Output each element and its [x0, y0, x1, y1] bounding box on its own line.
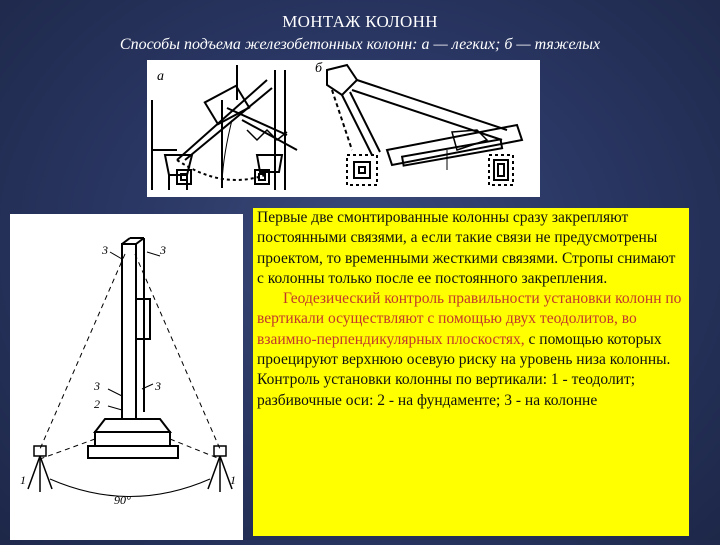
paragraph-figure-caption: Контроль установки колонны по вертикали: 1 - теодолит; разбивочные оси: 2 - на фундаменте; 3 - на колонне	[257, 371, 636, 409]
label-1-left: 1	[20, 473, 26, 487]
label-3-top-right: 3	[160, 243, 166, 257]
label-a: а	[157, 69, 164, 84]
geodetic-control-rest: с помощью которых проецируют верхнюю осевую риску на уровень низа колонны.	[257, 330, 671, 369]
lifting-methods-figure	[147, 60, 540, 197]
label-b: б	[315, 61, 323, 76]
geodetic-control-highlight: Геодезический контроль правильности установки колонн по вертикали осуществляют с помощью двух теодолитов, во взаимно-перпендикулярных плоскостях,	[257, 290, 682, 348]
label-1-right: 1	[230, 473, 236, 487]
angle-label: 90°	[114, 493, 131, 507]
verticality-control-figure	[10, 214, 243, 540]
label-3-mid-left: 3	[94, 379, 100, 393]
verticality-control-drawing	[10, 214, 243, 540]
slide-title: МОНТАЖ КОЛОНН	[282, 12, 438, 31]
description-panel	[253, 208, 689, 536]
paragraph-geodetic-control	[257, 289, 683, 370]
lifting-methods-drawing	[147, 60, 540, 197]
slide-subtitle: Способы подъема железобетонных колонн: а — легких; б — тяжелых	[119, 36, 601, 53]
label-2: 2	[94, 397, 100, 411]
paragraph-fixing-columns: Первые две смонтированные колонны сразу закрепляют постоянными связями, а если такие связи не предусмотрены проектом, то временными жесткими связями. Стропы снимают с колонны только после ее постоянного закрепления.	[257, 209, 676, 287]
label-3-mid-right: 3	[155, 379, 161, 393]
label-3-top-left: 3	[102, 243, 108, 257]
